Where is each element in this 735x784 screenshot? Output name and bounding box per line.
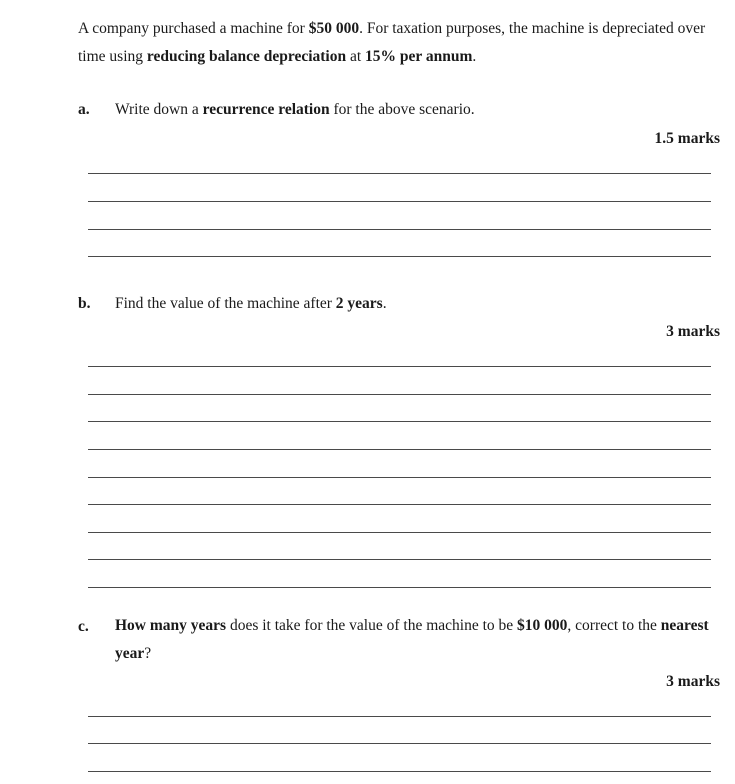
answer-line[interactable] (88, 229, 711, 230)
answer-line[interactable] (88, 201, 711, 202)
answer-line[interactable] (88, 394, 711, 395)
part-c-label: c. (78, 618, 89, 635)
purchase-price: $50 000 (308, 20, 360, 37)
answer-line[interactable] (88, 559, 711, 560)
answer-line[interactable] (88, 421, 711, 422)
answer-line[interactable] (88, 504, 711, 505)
answer-line[interactable] (88, 771, 711, 772)
part-a-text: Write down a recurrence relation for the above scenario. (115, 101, 475, 118)
answer-line[interactable] (88, 173, 711, 174)
answer-line[interactable] (88, 532, 711, 533)
answer-line[interactable] (88, 477, 711, 478)
part-c-text: How many years does it take for the value of the machine to be $10 000, correct to the nearest year? (115, 617, 709, 662)
answer-line[interactable] (88, 366, 711, 367)
part-b-text: Find the value of the machine after 2 years. (115, 295, 387, 312)
answer-line[interactable] (88, 256, 711, 257)
part-b-label: b. (78, 295, 91, 312)
answer-line[interactable] (88, 449, 711, 450)
answer-line[interactable] (88, 743, 711, 744)
answer-line[interactable] (88, 716, 711, 717)
question-stem: A company purchased a machine for $50 000. For taxation purposes, the machine is depreciated over time using reducing balance depreciation at 15% per annum. (78, 20, 706, 65)
depreciation-rate: 15% per annum (365, 48, 473, 65)
depreciation-method: reducing balance depreciation (146, 48, 347, 65)
part-b-marks: 3 marks (666, 323, 720, 340)
part-a-label: a. (78, 101, 90, 118)
part-a-marks: 1.5 marks (654, 130, 720, 147)
part-c-marks: 3 marks (666, 673, 720, 690)
answer-line[interactable] (88, 587, 711, 588)
